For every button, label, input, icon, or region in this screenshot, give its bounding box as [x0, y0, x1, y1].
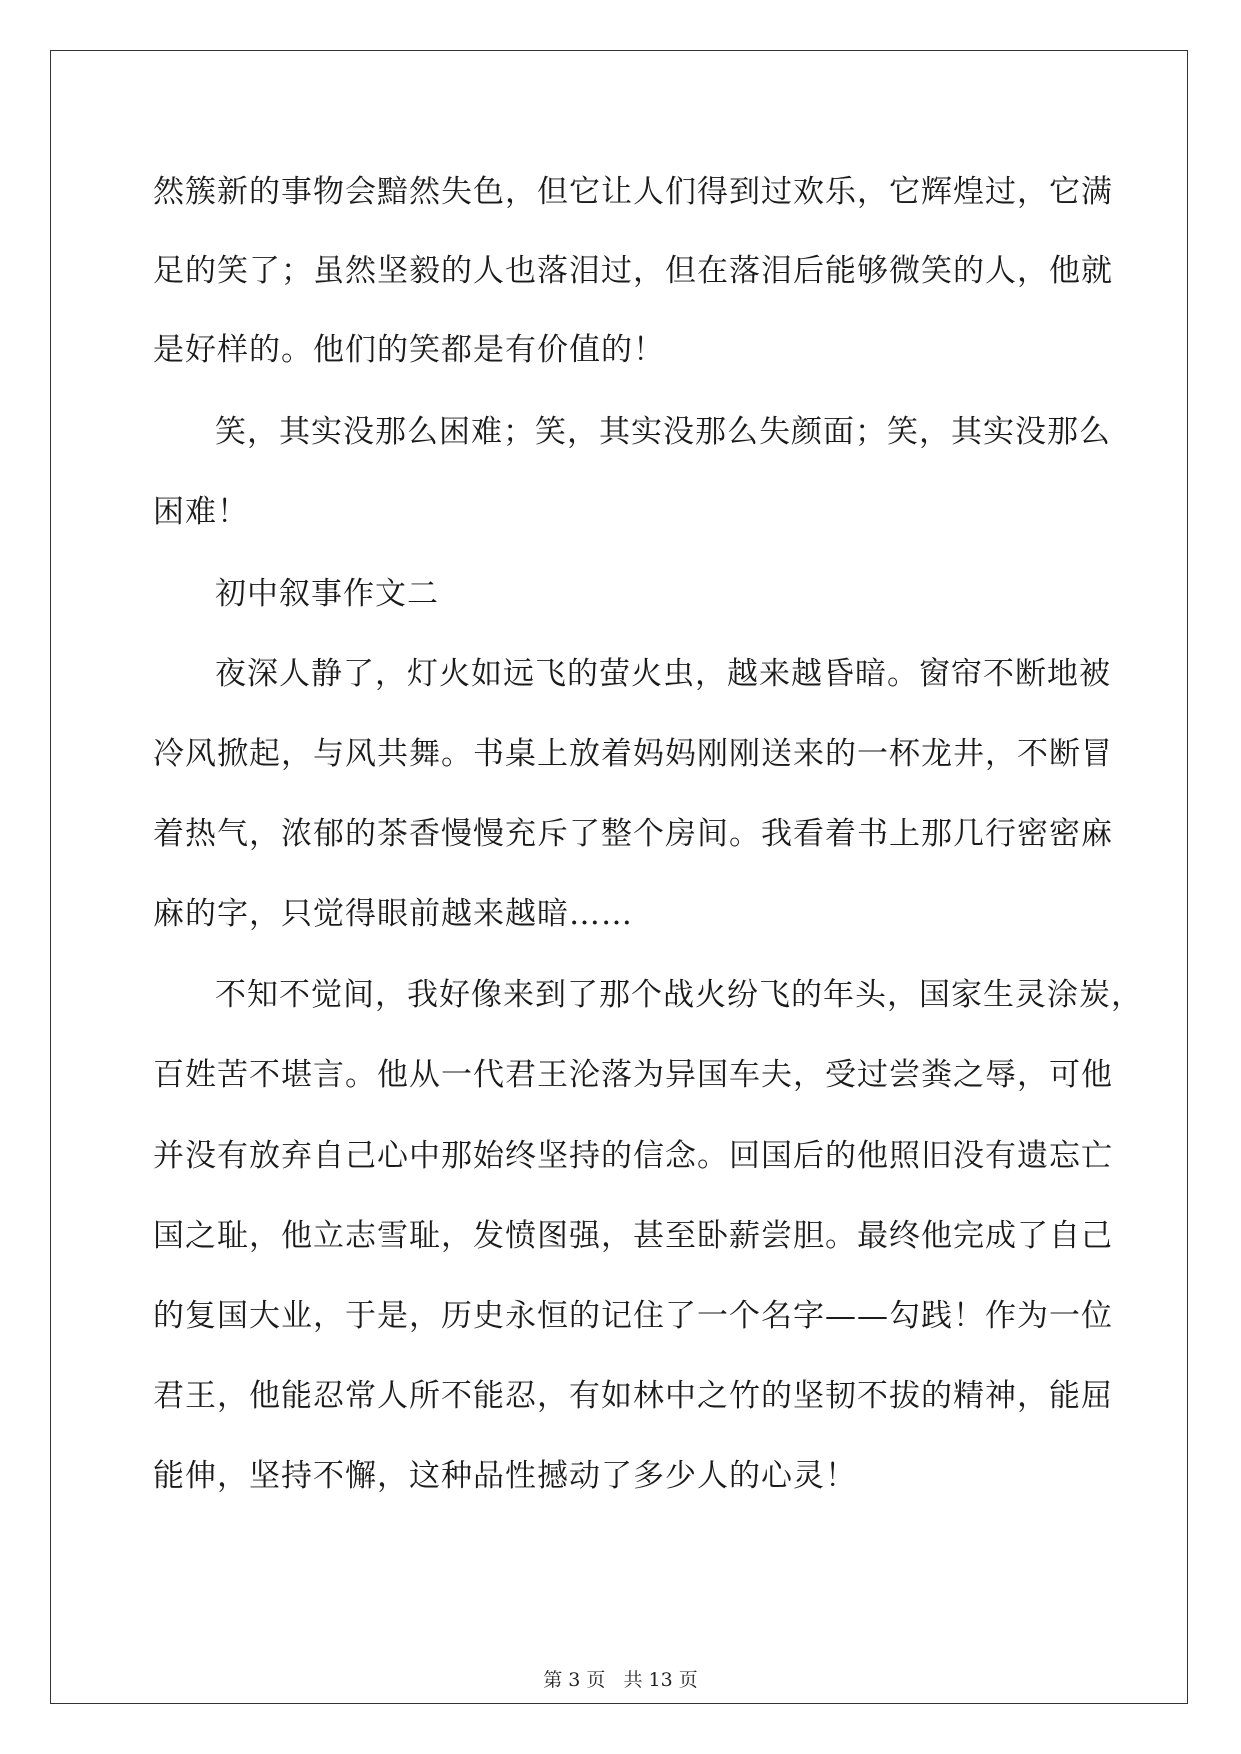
text-line: 不知不觉间，我好像来到了那个战火纷飞的年头，国家生灵涂炭，: [215, 977, 1143, 1013]
text-line: 君王，他能忍常人所不能忍，有如林中之竹的坚韧不拔的精神，能屈: [153, 1378, 1113, 1414]
text-line: 着热气，浓郁的茶香慢慢充斥了整个房间。我看着书上那几行密密麻: [153, 816, 1113, 852]
page-total: 共 13 页: [623, 1669, 698, 1691]
section-heading: 初中叙事作文二: [215, 576, 439, 612]
text-line: 的复国大业，于是，历史永恒的记住了一个名字——勾践！作为一位: [153, 1298, 1113, 1334]
text-line: 百姓苦不堪言。他从一代君王沦落为异国车夫，受过尝粪之辱，可他: [153, 1057, 1113, 1093]
text-line: 冷风掀起，与风共舞。书桌上放着妈妈刚刚送来的一杯龙井，不断冒: [153, 736, 1113, 772]
text-line: 是好样的。他们的笑都是有价值的！: [153, 332, 665, 368]
text-line: 笑，其实没那么困难；笑，其实没那么失颜面；笑，其实没那么: [215, 414, 1111, 450]
text-line: 然簇新的事物会黯然失色，但它让人们得到过欢乐，它辉煌过，它满: [153, 174, 1113, 210]
text-line: 国之耻，他立志雪耻，发愤图强，甚至卧薪尝胆。最终他完成了自己: [153, 1218, 1113, 1254]
page-footer: [0, 1668, 1241, 1692]
text-line: 夜深人静了，灯火如远飞的萤火虫，越来越昏暗。窗帘不断地被: [215, 656, 1111, 692]
text-line: 麻的字，只觉得眼前越来越暗……: [153, 896, 633, 932]
text-line: 并没有放弃自己心中那始终坚持的信念。回国后的他照旧没有遗忘亡: [153, 1138, 1113, 1174]
text-line: 能伸，坚持不懈，这种品性撼动了多少人的心灵！: [153, 1458, 857, 1494]
text-line: 足的笑了；虽然坚毅的人也落泪过，但在落泪后能够微笑的人，他就: [153, 253, 1113, 289]
page-number: 第 3 页: [543, 1669, 606, 1691]
text-line: 困难！: [153, 494, 249, 530]
